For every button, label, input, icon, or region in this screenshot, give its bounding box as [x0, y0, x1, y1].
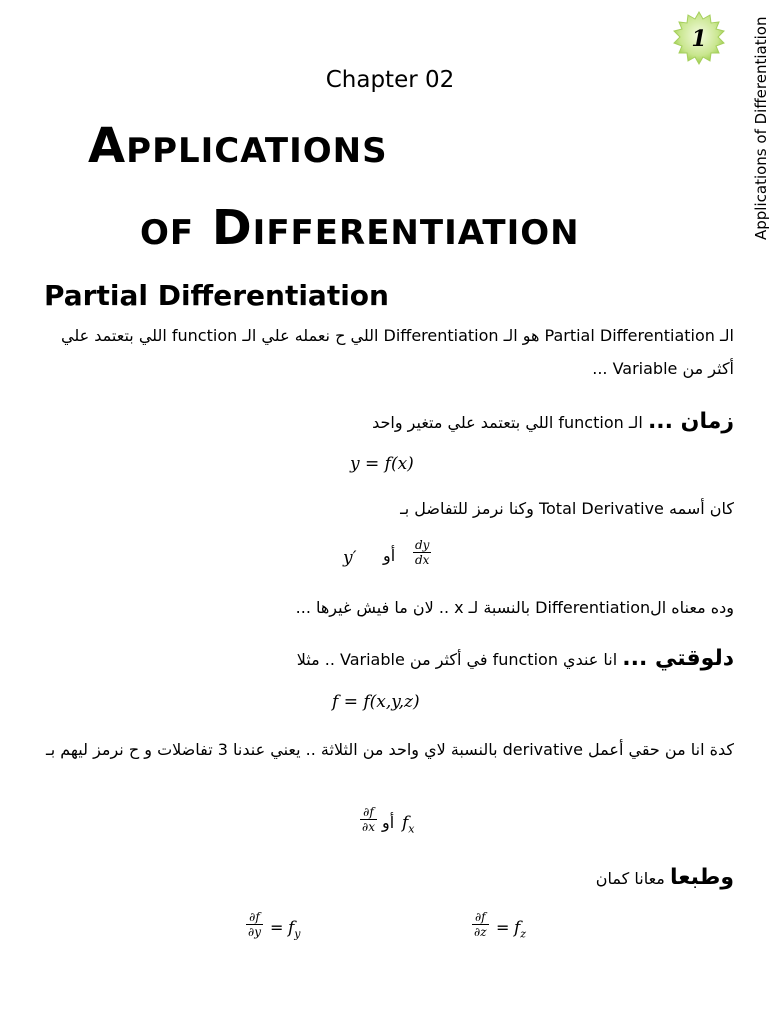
partial-fy-notation [246, 910, 336, 950]
zaman-line [372, 405, 734, 439]
wtab3an-lead: وطبعا [669, 865, 734, 890]
equation-y-fx: y = f(x) [350, 454, 414, 474]
partial-fx-notation [360, 805, 450, 845]
dy-dx-fraction: $\frac{dy}{dx}$ [415, 538, 430, 567]
equals-sign-y: = [270, 918, 284, 937]
chapter-label: Chapter 02 [325, 67, 455, 93]
dlwa2ty-rest: انا عندي function في أكثر من Variable .. مثلا [296, 650, 623, 669]
paragraph-three-derivatives: كدة انا من حقي أعمل derivative بالنسبة لاي واحد من الثلاثة .. يعني عندنا 3 تفاضلات و ح نرمز ليهم بـ [46, 740, 734, 759]
df-dz-fraction: $\frac{\partial f}{\partial z}$ [474, 910, 487, 939]
paragraph-total-derivative: كان أسمه Total Derivative وكنا نرمز للتفاضل بـ [400, 499, 734, 518]
f-x: $f_x$ [402, 813, 415, 836]
equals-sign-z: = [496, 918, 510, 937]
side-running-title: Applications of Differentiation [752, 16, 770, 240]
f-z: $f_z$ [514, 918, 527, 941]
partial-fz-notation [472, 910, 562, 950]
wtab3an-rest: معانا كمان [595, 869, 670, 888]
zaman-rest: الـ function اللي بتعتمد علي متغير واحد [372, 413, 648, 432]
section-heading: Partial Differentiation [44, 279, 389, 312]
df-dy-fraction: $\frac{\partial f}{\partial y}$ [248, 910, 261, 939]
badge-icon [672, 11, 726, 65]
zaman-lead: زمان ... [647, 409, 734, 434]
or-word: أو [383, 546, 396, 565]
y-prime: y′ [343, 548, 357, 568]
dlwa2ty-line [297, 642, 734, 676]
title-line-2: of Differentiation [140, 200, 580, 256]
paragraph-intro: الـ Partial Differentiation هو الـ Differentiation اللي ح نعمله علي الـ function اللي بتعتمد علي أكثر من Variable ... [61, 326, 734, 378]
paragraph-meaning: وده معناه الDifferentiation بالنسبة لـ x .. لان ما فيش غيرها ... [295, 598, 734, 617]
page-number: 1 [691, 26, 707, 52]
f-y: $f_y$ [288, 918, 301, 941]
df-dx-fraction: $\frac{\partial f}{\partial x}$ [362, 805, 375, 834]
title-line-1: Applications [88, 118, 388, 174]
or-word-2: أو [382, 813, 395, 832]
wtab3an-line [596, 861, 734, 895]
equation-f-xyz: f = f(x,y,z) [332, 692, 420, 712]
derivative-notation [343, 538, 453, 580]
dlwa2ty-lead: دلوقتي ... [622, 646, 734, 671]
page-number-badge [672, 11, 726, 65]
